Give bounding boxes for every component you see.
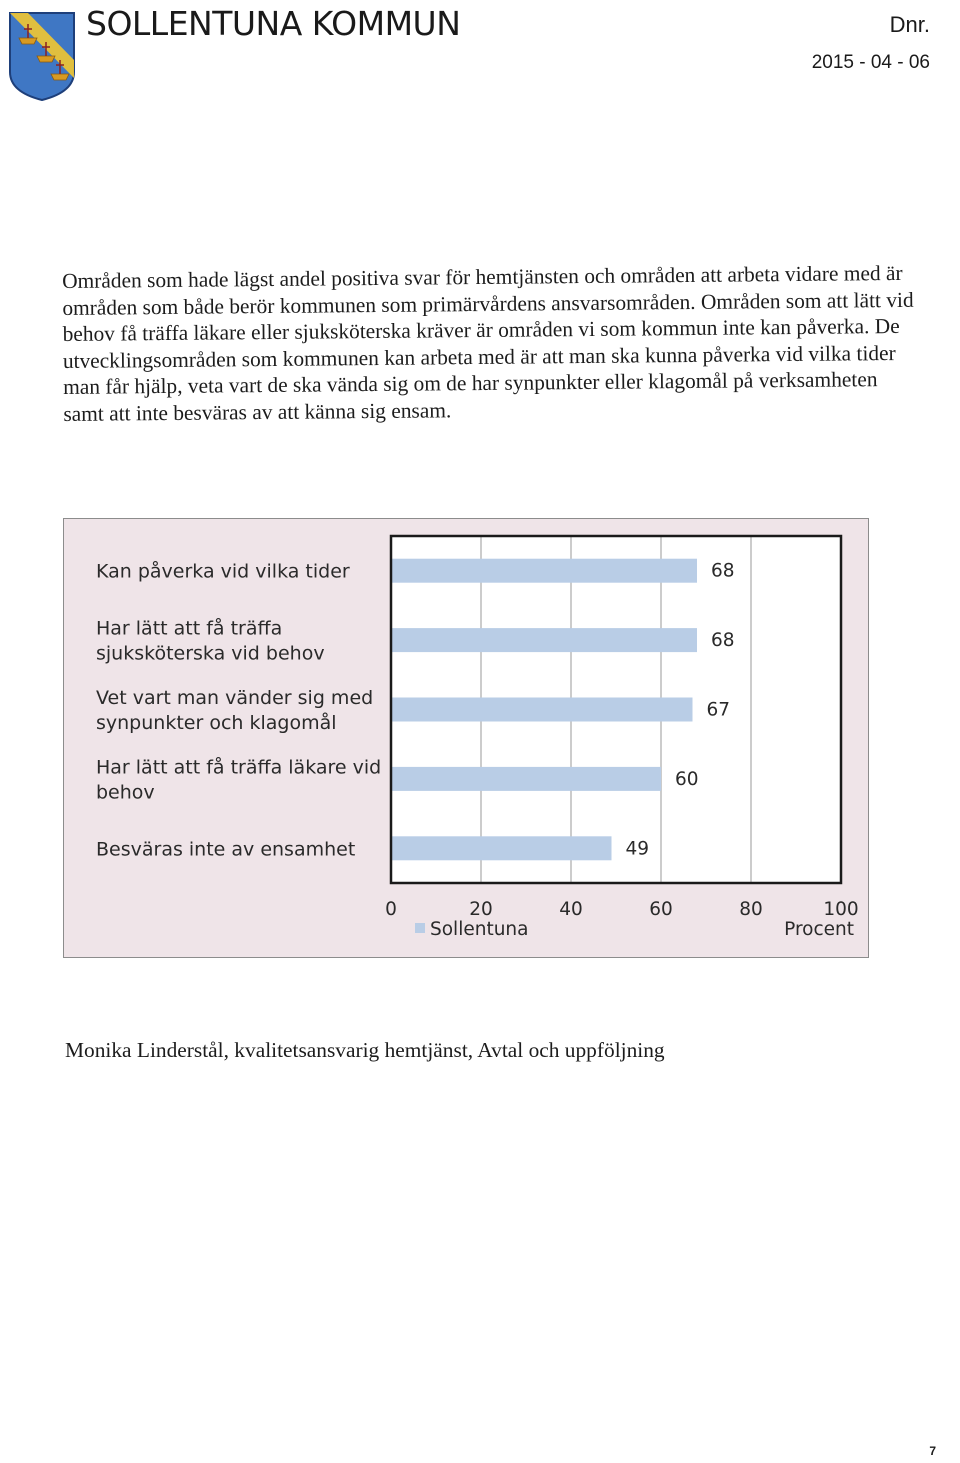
organization-name: SOLLENTUNA KOMMUN (86, 4, 461, 43)
category-label: Har lätt att få träffa läkare vid (96, 756, 382, 779)
dnr-label: Dnr. (889, 12, 930, 37)
x-axis-title: Procent (784, 919, 854, 940)
x-tick-label: 20 (469, 899, 493, 920)
bar (391, 767, 661, 791)
bar (391, 628, 697, 652)
bar (391, 836, 612, 860)
category-label: Kan påverka vid vilka tider (96, 560, 350, 583)
data-label: 68 (711, 560, 735, 582)
legend-swatch (415, 923, 425, 933)
category-label: Har lätt att få träffa (96, 617, 283, 640)
x-tick-label: 60 (649, 899, 673, 920)
document-date: 2015 - 04 - 06 (811, 52, 930, 73)
bar (391, 698, 693, 722)
municipal-coat-of-arms-icon (7, 10, 77, 102)
category-label: Besväras inte av ensamhet (96, 838, 356, 861)
data-label: 60 (675, 768, 699, 790)
x-tick-label: 100 (823, 899, 859, 920)
data-label: 68 (711, 630, 735, 652)
category-label: synpunkter och klagomål (96, 712, 337, 734)
x-tick-label: 80 (739, 899, 763, 920)
data-label: 67 (706, 699, 731, 721)
category-label: behov (96, 781, 155, 804)
signature: Monika Linderstål, kvalitetsansvarig hemtjänst, Avtal och uppföljning (65, 1038, 665, 1062)
bar-chart-panel (63, 518, 869, 958)
data-label: 49 (625, 838, 650, 860)
bar-chart (64, 519, 870, 959)
bar (391, 559, 697, 583)
category-label: sjuksköterska vid behov (96, 642, 325, 665)
category-label: Vet vart man vänder sig med (96, 687, 374, 709)
x-tick-label: 0 (385, 899, 397, 920)
body-paragraph: Områden som hade lägst andel positiva svar för hemtjänsten och områden att arbeta vidare med är områden som både berör kommunen som primärvårdens ansvarsområden. Områden som att lätt vid behov få träffa läkare eller sjuksköterska kräver är områden vi som kommun inte kan påverka. De utvecklingsområden som kommunen kan arbeta med är att man ska kunna påverka vid vilka tider man får hjälp, veta vart de ska vända sig om de har synpunkter eller klagomål på verksamheten samt att inte besväras av att känna sig ensam. (62, 260, 914, 426)
x-tick-label: 40 (559, 899, 583, 920)
page-number: 7 (929, 1444, 936, 1458)
legend-label: Sollentuna (430, 919, 529, 940)
